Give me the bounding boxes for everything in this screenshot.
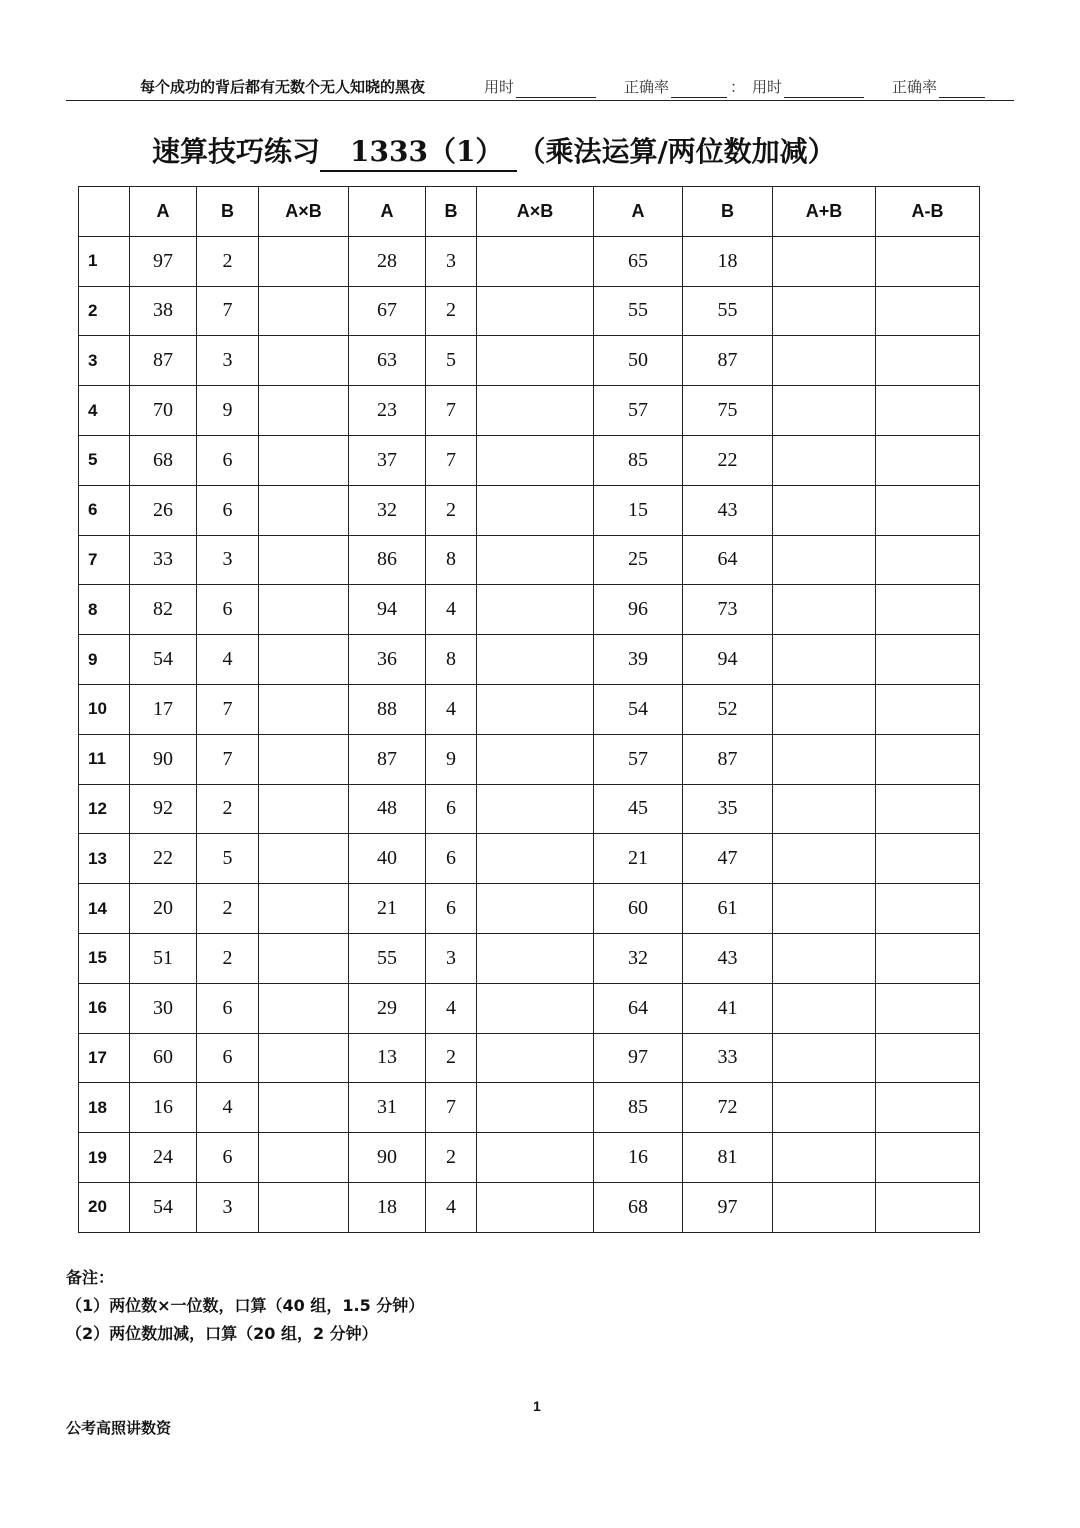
table-row (79, 635, 980, 685)
answer-cell[interactable] (773, 635, 876, 685)
row-number: 4 (79, 386, 130, 436)
operand-cell: 2 (197, 884, 259, 934)
operand-cell: 6 (426, 784, 477, 834)
operand-cell: 3 (426, 933, 477, 983)
answer-cell[interactable] (477, 1182, 594, 1232)
table-row (79, 684, 980, 734)
answer-cell[interactable] (477, 336, 594, 386)
column-header: A×B (477, 187, 594, 237)
row-number: 20 (79, 1182, 130, 1232)
answer-cell[interactable] (259, 485, 349, 535)
answer-cell[interactable] (259, 1133, 349, 1183)
answer-cell[interactable] (477, 884, 594, 934)
row-number: 6 (79, 485, 130, 535)
operand-cell: 13 (349, 1033, 426, 1083)
operand-cell: 51 (130, 933, 197, 983)
operand-cell: 55 (594, 286, 683, 336)
operand-cell: 54 (130, 1182, 197, 1232)
operand-cell: 21 (349, 884, 426, 934)
answer-cell[interactable] (477, 485, 594, 535)
operand-cell: 97 (594, 1033, 683, 1083)
row-number: 13 (79, 834, 130, 884)
operand-cell: 33 (130, 535, 197, 585)
operand-cell: 81 (683, 1133, 773, 1183)
operand-cell: 40 (349, 834, 426, 884)
answer-cell[interactable] (773, 485, 876, 535)
answer-cell[interactable] (876, 1182, 980, 1232)
operand-cell: 47 (683, 834, 773, 884)
operand-cell: 7 (426, 386, 477, 436)
answer-cell[interactable] (259, 1182, 349, 1232)
exercise-code: 1333（1） (320, 134, 517, 172)
answer-cell[interactable] (773, 386, 876, 436)
operand-cell: 94 (349, 585, 426, 635)
operand-cell: 26 (130, 485, 197, 535)
operand-cell: 72 (683, 1083, 773, 1133)
column-header: A-B (876, 187, 980, 237)
row-number: 8 (79, 585, 130, 635)
table-row (79, 983, 980, 1033)
answer-cell[interactable] (259, 684, 349, 734)
operand-cell: 90 (349, 1133, 426, 1183)
answer-cell[interactable] (477, 635, 594, 685)
operand-cell: 4 (426, 684, 477, 734)
notes-heading: 备注： (66, 1268, 115, 1287)
operand-cell: 2 (426, 485, 477, 535)
page-title (152, 132, 836, 172)
table-row (79, 386, 980, 436)
operand-cell: 65 (594, 236, 683, 286)
operand-cell: 60 (594, 884, 683, 934)
operand-cell: 87 (683, 734, 773, 784)
row-number: 9 (79, 635, 130, 685)
answer-cell[interactable] (259, 834, 349, 884)
answer-cell[interactable] (477, 734, 594, 784)
table-row (79, 884, 980, 934)
operand-cell: 8 (426, 635, 477, 685)
operand-cell: 6 (197, 485, 259, 535)
column-header: A×B (259, 187, 349, 237)
table-row (79, 1133, 980, 1183)
accuracy-label-1: 正确率 (624, 78, 670, 96)
answer-cell[interactable] (477, 435, 594, 485)
answer-cell[interactable] (876, 983, 980, 1033)
operand-cell: 6 (197, 1133, 259, 1183)
operand-cell: 2 (426, 1133, 477, 1183)
operand-cell: 54 (594, 684, 683, 734)
answer-cell[interactable] (477, 236, 594, 286)
operand-cell: 7 (197, 684, 259, 734)
answer-cell[interactable] (259, 585, 349, 635)
operand-cell: 5 (197, 834, 259, 884)
row-number: 19 (79, 1133, 130, 1183)
operand-cell: 48 (349, 784, 426, 834)
operand-cell: 92 (130, 784, 197, 834)
operand-cell: 55 (349, 933, 426, 983)
operand-cell: 85 (594, 1083, 683, 1133)
answer-cell[interactable] (773, 336, 876, 386)
operand-cell: 97 (683, 1182, 773, 1232)
answer-cell[interactable] (477, 286, 594, 336)
operand-cell: 2 (426, 1033, 477, 1083)
operand-cell: 4 (197, 1083, 259, 1133)
operand-cell: 6 (426, 884, 477, 934)
operand-cell: 6 (426, 834, 477, 884)
answer-cell[interactable] (773, 933, 876, 983)
operand-cell: 7 (426, 435, 477, 485)
operand-cell: 16 (594, 1133, 683, 1183)
operand-cell: 33 (683, 1033, 773, 1083)
answer-cell[interactable] (773, 834, 876, 884)
answer-cell[interactable] (477, 1083, 594, 1133)
table-row (79, 1182, 980, 1232)
title-suffix: （乘法运算/两位数加减） (517, 135, 836, 168)
operand-cell: 6 (197, 1033, 259, 1083)
operand-cell: 2 (197, 236, 259, 286)
operand-cell: 88 (349, 684, 426, 734)
operand-cell: 97 (130, 236, 197, 286)
answer-cell[interactable] (876, 236, 980, 286)
operand-cell: 38 (130, 286, 197, 336)
operand-cell: 45 (594, 784, 683, 834)
table-row (79, 734, 980, 784)
motto-text: 每个成功的背后都有无数个无人知晓的黑夜 (140, 78, 426, 96)
accuracy-label-2: 正确率 (892, 78, 938, 96)
separator: ： (730, 78, 746, 96)
operand-cell: 18 (683, 236, 773, 286)
operand-cell: 35 (683, 784, 773, 834)
table-header-row (79, 187, 980, 237)
answer-cell[interactable] (876, 834, 980, 884)
answer-cell[interactable] (477, 684, 594, 734)
table-row (79, 784, 980, 834)
table-row (79, 933, 980, 983)
row-number: 10 (79, 684, 130, 734)
operand-cell: 6 (197, 435, 259, 485)
accuracy-field-2[interactable] (892, 76, 985, 98)
answer-cell[interactable] (876, 684, 980, 734)
table-row (79, 535, 980, 585)
answer-cell[interactable] (773, 884, 876, 934)
operand-cell: 18 (349, 1182, 426, 1232)
row-number: 14 (79, 884, 130, 934)
operand-cell: 73 (683, 585, 773, 635)
table-row (79, 485, 980, 535)
operand-cell: 94 (683, 635, 773, 685)
header-index-cell (79, 187, 130, 237)
answer-cell[interactable] (876, 485, 980, 535)
answer-cell[interactable] (259, 1083, 349, 1133)
column-header: B (426, 187, 477, 237)
answer-cell[interactable] (477, 933, 594, 983)
operand-cell: 5 (426, 336, 477, 386)
operand-cell: 3 (197, 535, 259, 585)
answer-cell[interactable] (477, 784, 594, 834)
operand-cell: 30 (130, 983, 197, 1033)
operand-cell: 87 (130, 336, 197, 386)
answer-cell[interactable] (773, 1033, 876, 1083)
row-number: 3 (79, 336, 130, 386)
operand-cell: 68 (130, 435, 197, 485)
answer-cell[interactable] (876, 585, 980, 635)
operand-cell: 82 (130, 585, 197, 635)
row-number: 7 (79, 535, 130, 585)
answer-cell[interactable] (773, 435, 876, 485)
row-number: 15 (79, 933, 130, 983)
page-header (66, 76, 1014, 101)
answer-cell[interactable] (876, 933, 980, 983)
operand-cell: 7 (426, 1083, 477, 1133)
operand-cell: 29 (349, 983, 426, 1033)
answer-cell[interactable] (773, 1083, 876, 1133)
exercise-table (78, 186, 980, 1233)
operand-cell: 22 (683, 435, 773, 485)
answer-cell[interactable] (259, 734, 349, 784)
answer-cell[interactable] (259, 336, 349, 386)
answer-cell[interactable] (477, 1133, 594, 1183)
operand-cell: 86 (349, 535, 426, 585)
answer-cell[interactable] (876, 1033, 980, 1083)
answer-cell[interactable] (876, 635, 980, 685)
answer-cell[interactable] (773, 236, 876, 286)
answer-cell[interactable] (773, 784, 876, 834)
answer-cell[interactable] (259, 435, 349, 485)
operand-cell: 85 (594, 435, 683, 485)
operand-cell: 39 (594, 635, 683, 685)
row-number: 5 (79, 435, 130, 485)
operand-cell: 32 (594, 933, 683, 983)
answer-cell[interactable] (773, 1133, 876, 1183)
answer-cell[interactable] (259, 983, 349, 1033)
operand-cell: 63 (349, 336, 426, 386)
answer-cell[interactable] (876, 784, 980, 834)
table-row (79, 336, 980, 386)
operand-cell: 43 (683, 933, 773, 983)
accuracy-blank-2[interactable] (939, 81, 985, 98)
answer-cell[interactable] (876, 435, 980, 485)
answer-cell[interactable] (477, 535, 594, 585)
operand-cell: 2 (197, 784, 259, 834)
operand-cell: 64 (594, 983, 683, 1033)
row-number: 2 (79, 286, 130, 336)
operand-cell: 90 (130, 734, 197, 784)
operand-cell: 7 (197, 286, 259, 336)
answer-cell[interactable] (876, 884, 980, 934)
answer-cell[interactable] (773, 286, 876, 336)
operand-cell: 16 (130, 1083, 197, 1133)
accuracy-field-1[interactable] (624, 76, 727, 98)
table-row (79, 585, 980, 635)
operand-cell: 4 (426, 983, 477, 1033)
operand-cell: 17 (130, 684, 197, 734)
column-header: A (130, 187, 197, 237)
page-number: 1 (533, 1398, 541, 1414)
table-row (79, 236, 980, 286)
notes-line-1: （1）两位数×一位数，口算（40 组，1.5 分钟） (66, 1296, 425, 1315)
answer-cell[interactable] (259, 535, 349, 585)
operand-cell: 25 (594, 535, 683, 585)
time-field-1[interactable] (484, 76, 596, 98)
operand-cell: 61 (683, 884, 773, 934)
operand-cell: 60 (130, 1033, 197, 1083)
operand-cell: 68 (594, 1182, 683, 1232)
time-blank-1[interactable] (516, 81, 596, 98)
table-row (79, 1033, 980, 1083)
operand-cell: 7 (197, 734, 259, 784)
operand-cell: 43 (683, 485, 773, 535)
table-body (79, 236, 980, 1232)
operand-cell: 54 (130, 635, 197, 685)
operand-cell: 28 (349, 236, 426, 286)
answer-cell[interactable] (876, 336, 980, 386)
answer-cell[interactable] (259, 1033, 349, 1083)
footer-text: 公考高照讲数资 (66, 1419, 172, 1437)
operand-cell: 2 (426, 286, 477, 336)
answer-cell[interactable] (259, 933, 349, 983)
answer-cell[interactable] (876, 1133, 980, 1183)
operand-cell: 70 (130, 386, 197, 436)
operand-cell: 32 (349, 485, 426, 535)
answer-cell[interactable] (773, 983, 876, 1033)
operand-cell: 9 (197, 386, 259, 436)
row-number: 16 (79, 983, 130, 1033)
answer-cell[interactable] (773, 535, 876, 585)
answer-cell[interactable] (876, 734, 980, 784)
operand-cell: 4 (426, 585, 477, 635)
operand-cell: 3 (426, 236, 477, 286)
operand-cell: 31 (349, 1083, 426, 1133)
answer-cell[interactable] (477, 386, 594, 436)
notes-section (66, 1264, 424, 1348)
answer-cell[interactable] (477, 585, 594, 635)
answer-cell[interactable] (773, 734, 876, 784)
operand-cell: 55 (683, 286, 773, 336)
operand-cell: 37 (349, 435, 426, 485)
table-row (79, 435, 980, 485)
operand-cell: 3 (197, 336, 259, 386)
operand-cell: 75 (683, 386, 773, 436)
operand-cell: 4 (197, 635, 259, 685)
operand-cell: 52 (683, 684, 773, 734)
table-row (79, 1083, 980, 1133)
row-number: 11 (79, 734, 130, 784)
row-number: 1 (79, 236, 130, 286)
answer-cell[interactable] (259, 635, 349, 685)
column-header: B (683, 187, 773, 237)
answer-cell[interactable] (259, 236, 349, 286)
answer-cell[interactable] (259, 286, 349, 336)
accuracy-blank-1[interactable] (671, 81, 727, 98)
row-number: 17 (79, 1033, 130, 1083)
operand-cell: 57 (594, 734, 683, 784)
operand-cell: 50 (594, 336, 683, 386)
operand-cell: 4 (426, 1182, 477, 1232)
answer-cell[interactable] (773, 684, 876, 734)
operand-cell: 23 (349, 386, 426, 436)
answer-cell[interactable] (259, 784, 349, 834)
operand-cell: 57 (594, 386, 683, 436)
answer-cell[interactable] (477, 834, 594, 884)
operand-cell: 9 (426, 734, 477, 784)
operand-cell: 8 (426, 535, 477, 585)
operand-cell: 87 (349, 734, 426, 784)
operand-cell: 22 (130, 834, 197, 884)
answer-cell[interactable] (259, 884, 349, 934)
operand-cell: 21 (594, 834, 683, 884)
operand-cell: 6 (197, 983, 259, 1033)
operand-cell: 15 (594, 485, 683, 535)
operand-cell: 67 (349, 286, 426, 336)
answer-cell[interactable] (876, 535, 980, 585)
answer-cell[interactable] (876, 1083, 980, 1133)
operand-cell: 96 (594, 585, 683, 635)
answer-cell[interactable] (259, 386, 349, 436)
row-number: 18 (79, 1083, 130, 1133)
answer-cell[interactable] (477, 1033, 594, 1083)
notes-line-2: （2）两位数加减，口算（20 组，2 分钟） (66, 1324, 378, 1343)
table-row (79, 834, 980, 884)
operand-cell: 24 (130, 1133, 197, 1183)
column-header: A+B (773, 187, 876, 237)
answer-cell[interactable] (477, 983, 594, 1033)
answer-cell[interactable] (876, 286, 980, 336)
time-field-2[interactable] (752, 76, 864, 98)
operand-cell: 87 (683, 336, 773, 386)
answer-cell[interactable] (876, 386, 980, 436)
answer-cell[interactable] (773, 1182, 876, 1232)
time-label-1: 用时 (484, 78, 515, 96)
operand-cell: 64 (683, 535, 773, 585)
column-header: A (349, 187, 426, 237)
answer-cell[interactable] (773, 585, 876, 635)
column-header: A (594, 187, 683, 237)
title-prefix: 速算技巧练习 (152, 135, 321, 168)
time-blank-2[interactable] (784, 81, 864, 98)
column-header: B (197, 187, 259, 237)
time-label-2: 用时 (752, 78, 783, 96)
operand-cell: 20 (130, 884, 197, 934)
operand-cell: 36 (349, 635, 426, 685)
row-number: 12 (79, 784, 130, 834)
operand-cell: 3 (197, 1182, 259, 1232)
operand-cell: 6 (197, 585, 259, 635)
operand-cell: 2 (197, 933, 259, 983)
table-row (79, 286, 980, 336)
operand-cell: 41 (683, 983, 773, 1033)
